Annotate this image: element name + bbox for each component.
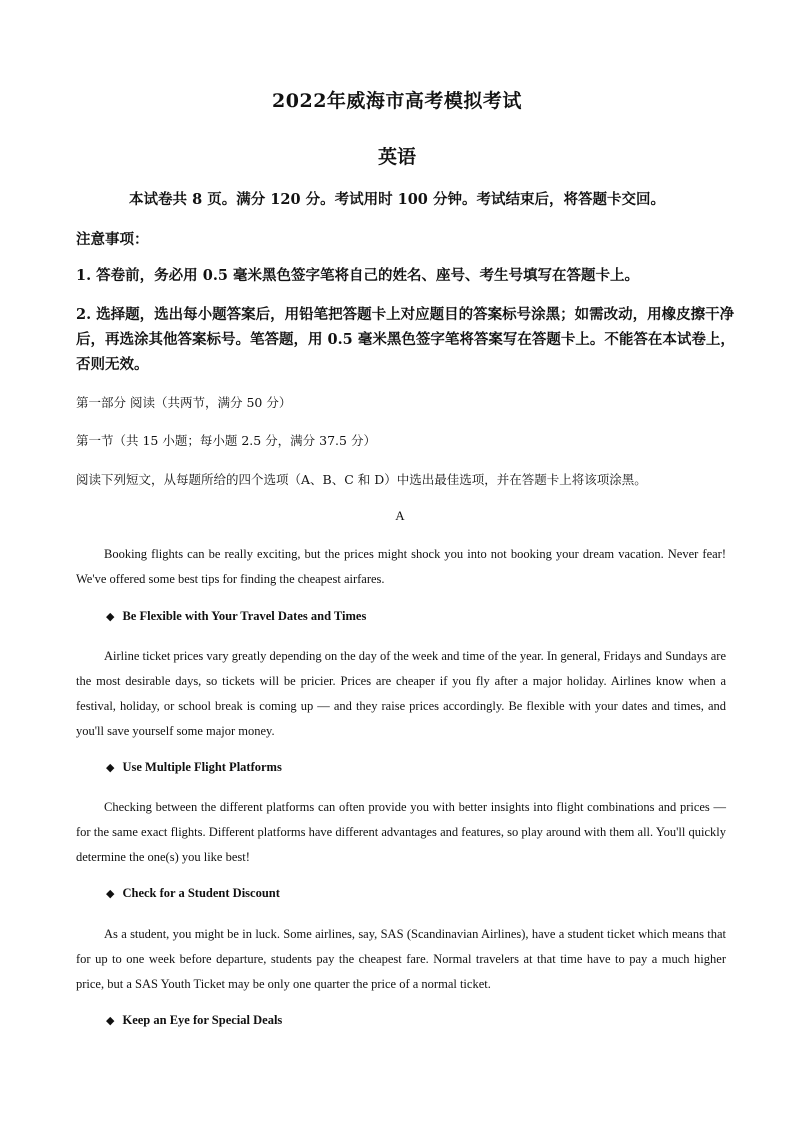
diamond-bullet-icon: ◆: [106, 762, 115, 774]
tip-heading-text: Keep an Eye for Special Deals: [122, 1013, 283, 1027]
subsection-heading: 第一节（共 15 小题；每小题 2.5 分，满分 37.5 分）: [76, 433, 376, 448]
subject-title: 英语: [377, 146, 416, 168]
passage-letter: A: [395, 508, 405, 523]
tip-heading-text: Check for a Student Discount: [122, 886, 280, 900]
reading-instruction: 阅读下列短文，从每题所给的四个选项（A、B、C 和 D）中选出最佳选项，并在答题卡上将该项涂黑。: [76, 472, 647, 487]
part-heading: 第一部分 阅读（共两节，满分 50 分）: [76, 395, 292, 410]
exam-intro: 本试卷共 8 页。满分 120 分。考试用时 100 分钟。考试结束后，将答题卡交回。: [129, 191, 665, 208]
diamond-bullet-icon: ◆: [106, 888, 115, 900]
passage-intro: Booking flights can be really exciting, but the prices might shock you into not booking your dream vacation. Never fear! We've offered some best tips for finding the cheapest airfares.: [76, 547, 726, 586]
tip-body: As a student, you might be in luck. Some airlines, say, SAS (Scandinavian Airlines), have a student ticket which means that for up to one week before departure, students pay the cheapest fare. Normal travelers at that time have to pay a much higher price, but a SAS Youth Ticket may be only one quarter the price of a normal ticket.: [76, 927, 726, 991]
exam-title: 2022年威海市高考模拟考试: [272, 90, 522, 112]
tip-heading: [106, 886, 280, 901]
note-item-1: 1. 答卷前，务必用 0.5 毫米黑色签字笔将自己的姓名、座号、考生号填写在答题卡上。: [76, 267, 640, 284]
tip-heading: [106, 1013, 282, 1028]
tip-heading-text: Be Flexible with Your Travel Dates and Times: [122, 609, 367, 623]
diamond-bullet-icon: ◆: [106, 611, 115, 623]
tip-body: Checking between the different platforms can often provide you with better insights into flight combinations and prices — for the same exact flights. Different platforms have different advantages and features, so play around with them all. You'll quickly determine the one(s) you like best!: [76, 800, 726, 864]
tip-heading-text: Use Multiple Flight Platforms: [122, 760, 282, 774]
tip-body: Airline ticket prices vary greatly depending on the day of the week and time of the year. In general, Fridays and Sundays are the most desirable days, so tickets will be pricier. Prices are cheaper if you fly after a major holiday. Airlines know when a festival, holiday, or school break is coming up — and they raise prices accordingly. Be flexible with your dates and times, and you'll save yourself some major money.: [76, 649, 727, 738]
notes-heading: 注意事项：: [76, 231, 149, 248]
diamond-bullet-icon: ◆: [106, 1015, 115, 1027]
tip-heading: [106, 760, 282, 775]
note-item-2: 2. 选择题，选出每小题答案后，用铅笔把答题卡上对应题目的答案标号涂黑；如需改动，用橡皮擦干净后，再选涂其他答案标号。笔答题，用 0.5 毫米黑色签字笔将答案写在答题卡上。不能答在本试卷上，否则无效。: [76, 306, 735, 373]
tip-heading: [106, 609, 366, 624]
